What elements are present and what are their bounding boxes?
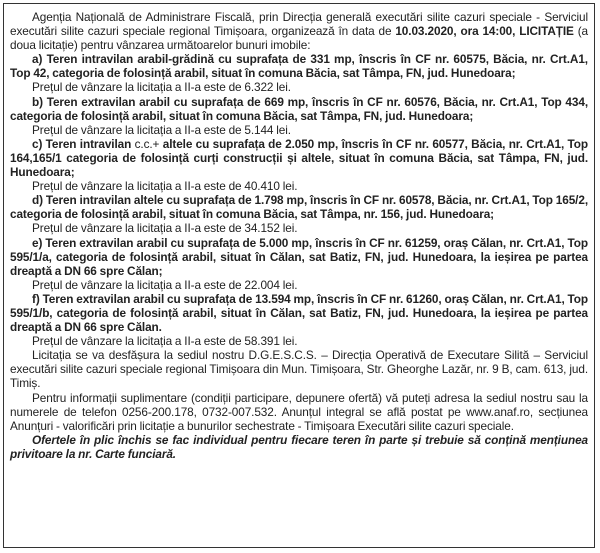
lot-b-description: b) Teren extravilan arabil cu suprafața de 669 mp, înscris în CF nr. 60576, Băcia, nr. Crt.A1, Top 434, categoria de folosință arabil, situat în comuna Băcia, sat Tâmpa, FN, jud. Hunedoara;: [10, 94, 588, 123]
lot-a-price: Prețul de vânzare la licitația a II-a este de 6.322 lei.: [32, 80, 291, 95]
lot-c-prefix: c) Teren intravilan: [32, 136, 135, 151]
lot-e-description: e) Teren extravilan arabil cu suprafața de 5.000 mp, înscris în CF nr. 61259, oraș Călan, nr. Crt.A1, Top 595/1/a, categoria de folosință arabil, situat în Călan, sat Batiz, FN, jud. Hunedoara, la ieșirea pe partea dreaptă a DN 66 spre Călan;: [10, 235, 588, 278]
intro-text-end: (a doua licitație) pentru vânzarea următoarelor bunuri imobile:: [10, 24, 588, 53]
lot-f-price: Prețul de vânzare la licitația a II-a este de 58.391 lei.: [32, 334, 298, 349]
auction-datetime: 10.03.2020, ora 14:00, LICITAȚIE: [395, 24, 574, 39]
intro-text: Agenția Națională de Administrare Fiscală, prin Direcția generală executări silite cazuri speciale - Serviciul executări silite cazuri speciale regional Timișoara, organizează în data de: [10, 10, 588, 39]
lot-b-price: Prețul de vânzare la licitația a II-a este de 5.144 lei.: [32, 122, 291, 137]
lot-a-description: a) Teren intravilan arabil-grădină cu suprafața de 331 mp, înscris în CF nr. 60575, Băcia, nr. Crt.A1, Top 42, categoria de folosință arabil, situat în comuna Băcia, sat Tâmpa, FN, jud. Hunedoara;: [10, 52, 588, 81]
intro-paragraph: [10, 10, 588, 52]
lot-e-price: Prețul de vânzare la licitația a II-a este de 22.004 lei.: [32, 277, 298, 292]
lot-d-price: Prețul de vânzare la licitația a II-a este de 34.152 lei.: [32, 221, 298, 236]
lot-c-cc: c.c.+: [134, 136, 160, 151]
lot-c-rest: altele cu suprafața de 2.050 mp, înscris în CF nr. 60577, Băcia, nr. Crt.A1, Top 164,165/1 categoria de folosință curți construcții și altele, situat în comuna Băcia, sat Tâmpa, FN, jud. Hunedoara;: [10, 136, 588, 180]
lot-d-description: d) Teren intravilan altele cu suprafața de 1.798 mp, înscris în CF nr. 60578, Băcia, nr. Crt.A1, Top 165/2, categoria de folosință arabil, situat în comuna Băcia, sat Tâmpa, nr. 156, jud. Hunedoara;: [10, 193, 588, 222]
offer-note: Ofertele în plic închis se fac individual pentru fiecare teren în parte și trebuie să conțină mențiunea privitoare la nr. Carte funciară.: [10, 432, 588, 461]
auction-notice: [3, 3, 595, 548]
venue-paragraph: Licitația se va desfășura la sediul nostru D.G.E.S.C.S. – Direcția Operativă de Executare Silită – Serviciul executări silite cazuri speciale regional Timișoara din Mun. Timișoara, Str. Gheorghe Lazăr, nr. 9 B, cam. 613, jud. Timiș.: [10, 348, 588, 391]
contact-paragraph: Pentru informații suplimentare (condiții participare, depunere ofertă) vă puteți adresa la sediul nostru sau la numerele de telefon 0256-200.178, 0732-007.532. Anunțul integral se află postat pe www.anaf.ro, secțiunea Anunțuri - valorificări prin licitație a bunurilor sechestrate - Timișoara Executări silite cazuri speciale.: [10, 390, 588, 433]
lot-f-description: f) Teren extravilan arabil cu suprafața de 13.594 mp, înscris în CF nr. 61260, oraș Călan, nr. Crt.A1, Top 595/1/b, categoria de folosință arabil, situat în Călan, sat Batiz, FN, jud. Hunedoara, la ieșirea pe partea dreaptă a DN 66 spre Călan.: [10, 291, 588, 335]
lot-c-description: [10, 137, 588, 179]
lot-c-price: Prețul de vânzare la licitația a II-a este de 40.410 lei.: [32, 179, 298, 194]
